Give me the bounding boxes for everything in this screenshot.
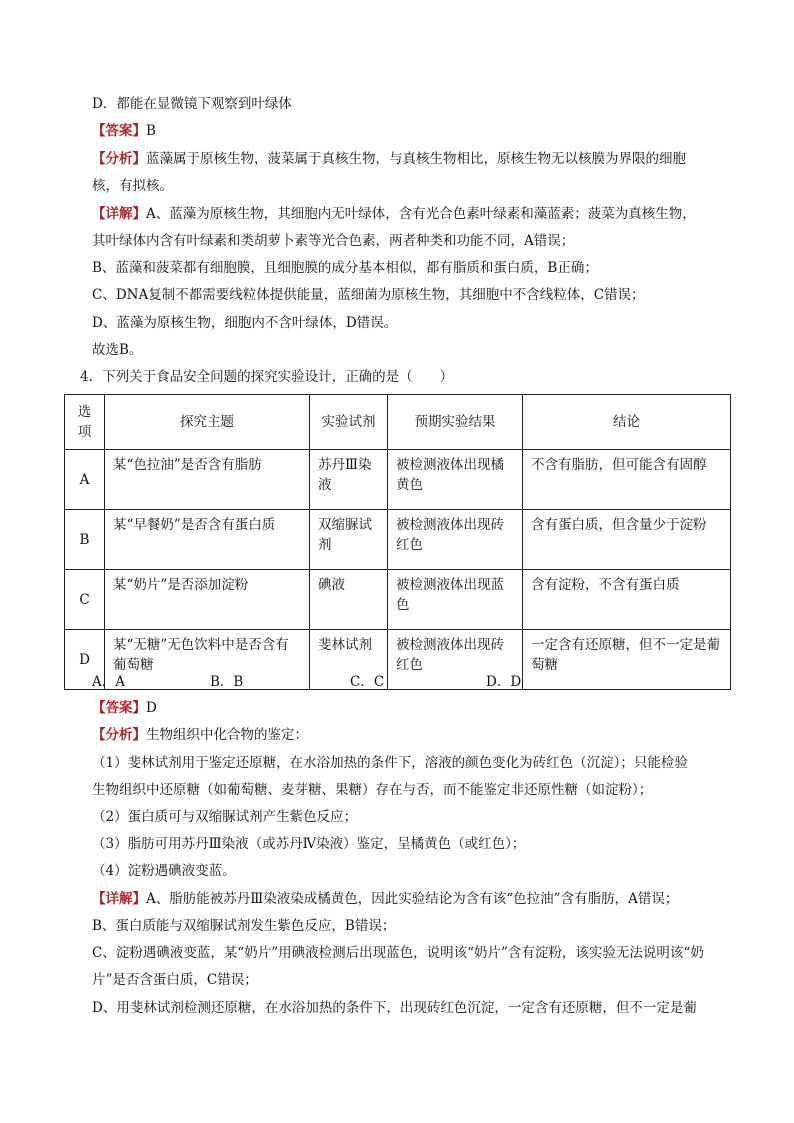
detail-tag: 【详解】: [92, 891, 146, 907]
q4-detail-line-3a: C、淀粉遇碘液变蓝，某“奶片”用碘液检测后出现蓝色，说明该“奶片”含有淀粉，该实验无法说明该“奶: [92, 945, 704, 961]
q4-analysis-line-2: （2）蛋白质可与双缩脲试剂产生紫色反应；: [92, 809, 358, 825]
cell-option: B: [65, 510, 105, 570]
choice-a: A．A: [92, 674, 125, 690]
q3-detail-line-1: [92, 204, 732, 224]
q3-answer: [92, 121, 732, 141]
q4-detail-line-2: B、蛋白质能与双缩脲试剂发生紫色反应，B错误；: [92, 918, 396, 934]
cell-expected-result: 被检测液体出现蓝色: [388, 570, 523, 630]
q4-choices: [92, 672, 712, 692]
choice-d: D．D: [486, 674, 522, 690]
analysis-text: 蓝藻属于原核生物，菠菜属于真核生物，与真核生物相比，原核生物无以核膜为界限的细胞: [146, 151, 686, 167]
table-row: [65, 450, 731, 510]
q4-analysis-title: [92, 725, 732, 745]
header-topic: 探究主题: [105, 395, 310, 450]
q3-analysis-line-1: [92, 149, 732, 169]
cell-option: A: [65, 450, 105, 510]
analysis-tag: 【分析】: [92, 151, 146, 167]
answer-tag: 【答案】: [92, 700, 146, 716]
header-reagent: 实验试剂: [310, 395, 388, 450]
cell-reagent: 碘液: [310, 570, 388, 630]
choice-c: C．C: [350, 674, 385, 690]
q4-answer: [92, 698, 732, 718]
cell-expected-result: 被检测液体出现砖红色: [388, 630, 523, 690]
table-row: [65, 510, 731, 570]
q4-analysis-line-3: （3）脂肪可用苏丹Ⅲ染液（或苏丹Ⅳ染液）鉴定，呈橘黄色（或红色）；: [92, 836, 526, 852]
cell-conclusion: 一定含有还原糖，但不一定是葡萄糖: [523, 630, 731, 690]
q4-analysis-line-1b: 生物组织中还原糖（如葡萄糖、麦芽糖、果糖）存在与否，而不能鉴定非还原性糖（如淀粉）；: [92, 782, 653, 798]
header-option: 选项: [65, 395, 105, 450]
q4-analysis-line-1a: （1）斐林试剂用于鉴定还原糖，在水浴加热的条件下，溶液的颜色变化为砖红色（沉淀）；只能检验: [92, 755, 688, 771]
q4-detail-line-3b: 片”是否含蛋白质，C错误；: [92, 972, 258, 988]
q3-detail-line-3: B、蓝藻和菠菜都有细胞膜，且细胞膜的成分基本相似，都有脂质和蛋白质，B正确；: [92, 260, 598, 276]
cell-reagent: 斐林试剂: [310, 630, 388, 690]
cell-topic: 某“无糖”无色饮料中是否含有葡萄糖: [105, 630, 310, 690]
header-conclusion: 结论: [523, 395, 731, 450]
q3-detail-line-5: D、蓝藻为原核生物，细胞内不含叶绿体，D错误。: [92, 315, 398, 331]
answer-tag: 【答案】: [92, 123, 146, 139]
cell-option: C: [65, 570, 105, 630]
cell-reagent: 双缩脲试剂: [310, 510, 388, 570]
cell-expected-result: 被检测液体出现砖红色: [388, 510, 523, 570]
q4-detail-line-4: D、用斐林试剂检测还原糖，在水浴加热的条件下，出现砖红色沉淀，一定含有还原糖，但不一定是葡: [92, 1000, 697, 1016]
cell-conclusion: 不含有脂肪，但可能含有固醇: [523, 450, 731, 510]
cell-topic: 某“奶片”是否添加淀粉: [105, 570, 310, 630]
option-d-text: D．都能在显微镜下观察到叶绿体: [92, 96, 292, 112]
q3-detail-line-4: C、DNA复制不都需要线粒体提供能量，蓝细菌为原核生物，其细胞中不含线粒体，C错误；: [92, 287, 645, 303]
cell-option: D: [65, 630, 105, 690]
detail-text: A、蓝藻为原核生物，其细胞内无叶绿体，含有光合色素叶绿素和藻蓝素；菠菜为真核生物，: [146, 206, 696, 222]
detail-text: A、脂肪能被苏丹Ⅲ染液染成橘黄色，因此实验结论为含有该“色拉油”含有脂肪，A错误；: [146, 891, 679, 907]
cell-reagent: 苏丹Ⅲ染液: [310, 450, 388, 510]
q3-analysis-line-2: 核，有拟核。: [92, 178, 173, 194]
q3-conclusion: 故选B。: [92, 342, 143, 358]
cell-topic: 某“色拉油”是否含有脂肪: [105, 450, 310, 510]
choice-b: B．B: [210, 674, 244, 690]
table-header-row: [65, 395, 731, 450]
answer-value: B: [146, 123, 156, 139]
q4-stem: 4．下列关于食品安全问题的探究实验设计，正确的是（ ）: [80, 369, 454, 385]
experiment-table: [64, 394, 731, 690]
answer-value: D: [146, 700, 157, 716]
cell-conclusion: 含有蛋白质，但含量少于淀粉: [523, 510, 731, 570]
q4-detail-line-1: [92, 889, 732, 909]
q4-analysis-line-4: （4）淀粉遇碘液变蓝。: [92, 863, 236, 879]
cell-topic: 某“早餐奶”是否含有蛋白质: [105, 510, 310, 570]
table-row: [65, 570, 731, 630]
analysis-text: 生物组织中化合物的鉴定：: [146, 727, 308, 743]
q3-detail-line-2: 其叶绿体内含有叶绿素和类胡萝卜素等光合色素，两者种类和功能不同，A错误；: [92, 233, 575, 249]
cell-conclusion: 含有淀粉，不含有蛋白质: [523, 570, 731, 630]
cell-expected-result: 被检测液体出现橘黄色: [388, 450, 523, 510]
analysis-tag: 【分析】: [92, 727, 146, 743]
detail-tag: 【详解】: [92, 206, 146, 222]
header-expected-result: 预期实验结果: [388, 395, 523, 450]
